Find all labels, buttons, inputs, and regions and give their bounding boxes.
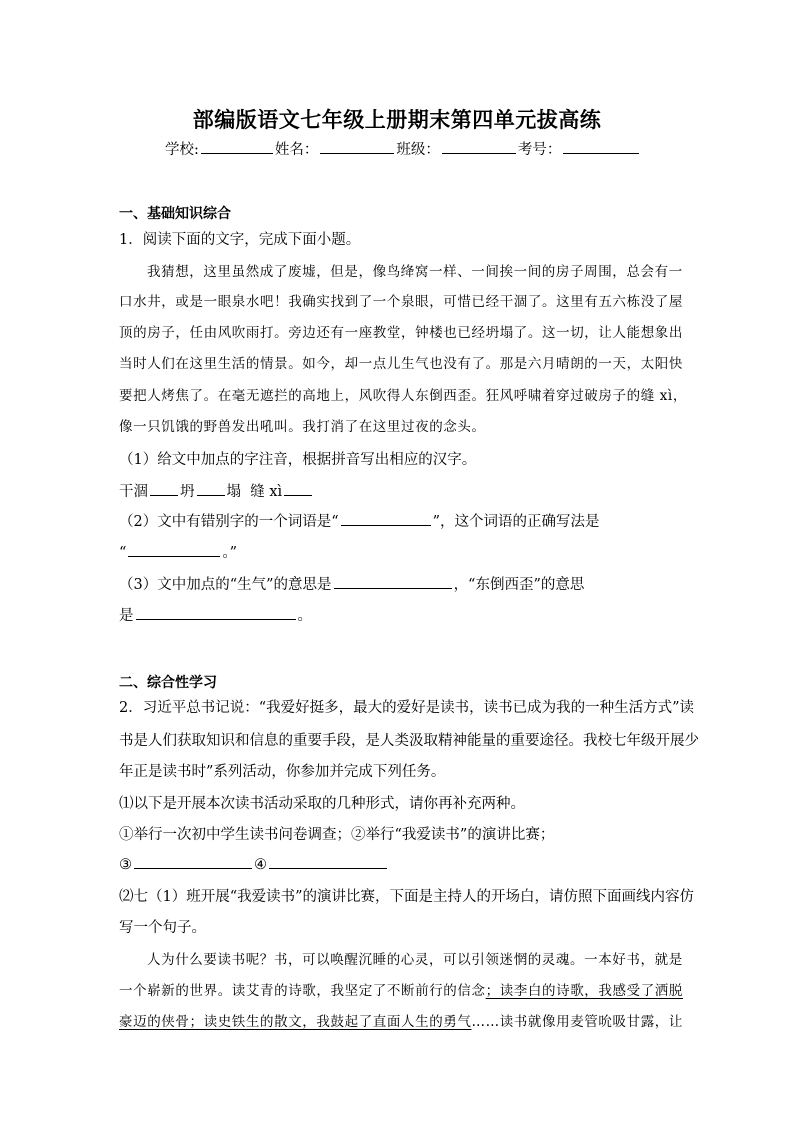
question-1-intro: 1．阅读下面的文字，完成下面小题。 (119, 232, 361, 248)
underlined-text: ；读李白的诗歌，我感受了洒脱 (485, 983, 684, 999)
sub-question-1: （1）给文中加点的字注音，根据拼音写出相应的汉字。 (119, 452, 477, 468)
answer-blank[interactable] (136, 605, 296, 620)
char-ta: 塌 (226, 484, 241, 500)
passage2-text: 一个崭新的世界。读艾青的诗歌，我坚定了不断前行的信念 (119, 983, 486, 999)
name-blank[interactable] (320, 139, 394, 154)
passage-line: 我猜想，这里虽然成了废墟，但是，像鸟绛窝一样、一间挨一间的房子周围，总会有一 (147, 264, 683, 280)
sub3-text-d: 。 (297, 608, 312, 624)
answer-blank[interactable] (334, 574, 452, 589)
word-fengxi: 缝 xì (250, 484, 283, 500)
sub-question-3-cont (119, 604, 312, 625)
sub2-text-d: 。” (222, 545, 238, 561)
number-blank[interactable] (563, 139, 639, 154)
sub3-text-b: ，“东倒西歪”的意思 (453, 577, 585, 593)
passage-line: 当时人们在这里生活的情景。如今，却一点儿生气也没有了。那是六月晴朗的一天，太阳快 (119, 356, 683, 372)
sub3-text-a: （3）文中加点的“生气”的意思是 (119, 577, 332, 593)
question-2-line: 书是人们获取知识和信息的重要手段，是人类汲取精神能量的重要途径。我校七年级开展少 (119, 733, 699, 749)
answer-blank[interactable] (150, 481, 178, 496)
question-2-line: 2．习近平总书记说：“我爱好挺多，最大的爱好是读书，读书已成为我的一种生活方式”读 (119, 700, 695, 716)
passage2-text: ……读书就像用麦管吮吸甘露，让 (471, 1014, 683, 1030)
answer-blank[interactable] (269, 854, 387, 869)
question-2-line: 年正是读书时”系列活动，你参加并完成下列任务。 (119, 764, 446, 780)
task-2-line: ⑵七（1）班开展“我爱读书”的演讲比赛，下面是主持人的开场白，请仿照下面画线内容仿 (119, 889, 695, 905)
school-label: 学校: (165, 142, 199, 158)
answer-blank[interactable] (341, 511, 431, 526)
task-2-line: 写一个句子。 (119, 920, 206, 936)
answer-blank[interactable] (284, 481, 312, 496)
student-info-row (165, 138, 641, 159)
char-tan: 坍 (180, 484, 195, 500)
sub2-text-a: （2）文中有错别字的一个词语是“ (119, 514, 339, 530)
passage-line: 顶的房子，任由风吹雨打。旁边还有一座教堂，钟楼也已经坍塌了。这一切，让人能想象出 (119, 325, 683, 341)
answer-blank[interactable] (197, 481, 225, 496)
passage-line: 像一只饥饿的野兽发出吼叫。我打消了在这里过夜的念头。 (119, 419, 486, 435)
word-ganhe: 干涸 (119, 484, 148, 500)
pinyin-row (119, 480, 314, 501)
sub3-text-c: 是 (119, 608, 134, 624)
name-label: 姓名： (274, 142, 319, 158)
passage-line: 要把人烤焦了。在毫无遮拦的高地上，风吹得人东倒西歪。狂风呼啸着穿过破房子的缝 xì， (119, 388, 687, 404)
section1-heading: 一、基础知识综合 (119, 206, 231, 222)
passage-line: 口水井，或是一眼泉水吧！我确实找到了一个泉眼，可惜已经干涸了。这里有五六栋没了屋 (119, 294, 683, 310)
sub2-text-c: “ (119, 545, 127, 561)
underlined-text: 豪迈的侠骨；读史铁生的散文，我鼓起了直面人生的勇气 (119, 1014, 472, 1030)
class-blank[interactable] (442, 139, 516, 154)
school-blank[interactable] (201, 139, 273, 154)
passage2-line (119, 1010, 683, 1030)
sub-question-2-cont (119, 541, 237, 562)
section2-heading: 二、综合性学习 (119, 675, 217, 691)
sub-question-2 (119, 510, 600, 531)
task-1-blanks (119, 854, 389, 873)
sub-question-3 (119, 573, 584, 594)
circled-3: ③ (119, 857, 132, 873)
task-1: ⑴以下是开展本次读书活动采取的几种形式，请你再补充两种。 (119, 796, 525, 812)
number-label: 考号： (517, 142, 562, 158)
passage2-line: 人为什么要读书呢？书，可以唤醒沉睡的心灵，可以引领迷惘的灵魂。一本好书，就是 (147, 952, 683, 968)
circled-4: ④ (254, 857, 267, 873)
class-label: 班级： (396, 142, 440, 158)
task-1-items: ①举行一次初中学生读书问卷调查；②举行“我爱读书”的演讲比赛； (119, 827, 555, 843)
page-title: 部编版语文七年级上册期末第四单元拔高练 (192, 107, 602, 132)
passage2-line (119, 979, 683, 999)
sub2-text-b: ”，这个词语的正确写法是 (432, 514, 600, 530)
answer-blank[interactable] (134, 854, 252, 869)
answer-blank[interactable] (128, 542, 220, 557)
